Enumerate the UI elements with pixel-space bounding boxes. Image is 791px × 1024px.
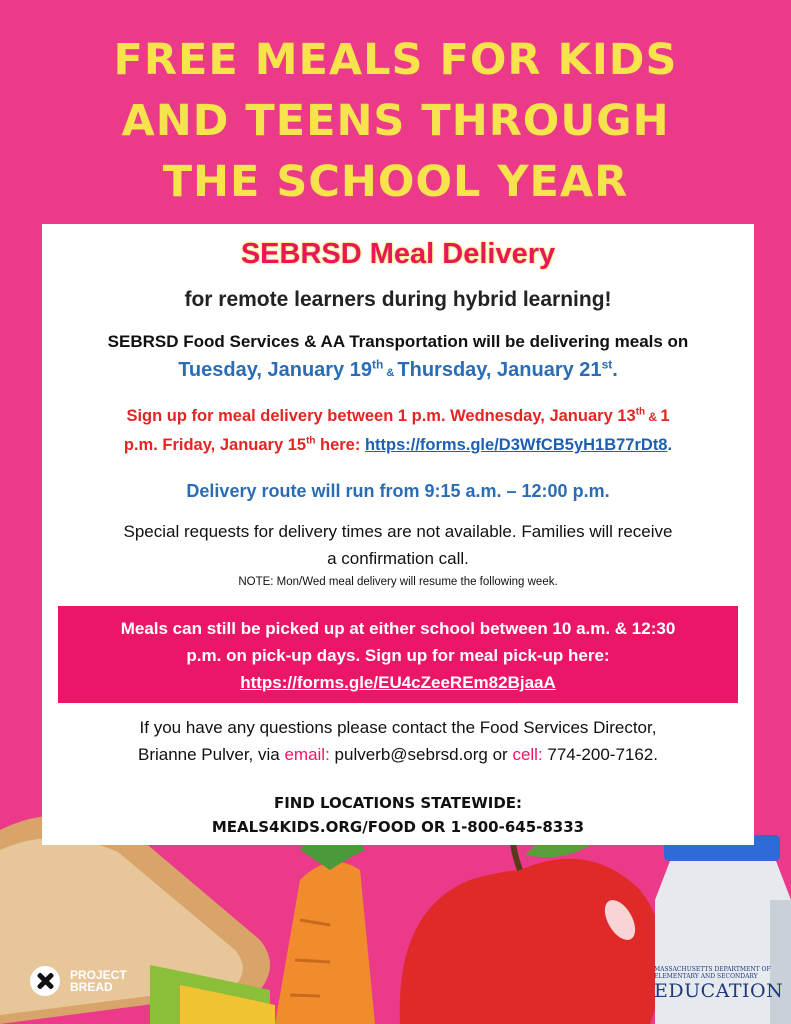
dese-line-2: ELEMENTARY AND SECONDARY <box>654 973 758 980</box>
cell-label: cell: <box>512 745 543 764</box>
contact-line-2 <box>42 741 754 768</box>
contact-email: pulverb@sebrsd.org or <box>329 745 513 764</box>
contact-name: Brianne Pulver, via <box>137 745 285 764</box>
special-requests <box>42 518 754 572</box>
pickup-line-2: p.m. on pick-up days. Sign up for meal pick-up here: <box>186 646 610 665</box>
delivery-dates <box>42 356 754 387</box>
signup-line-1 <box>42 402 754 431</box>
headline <box>0 30 791 213</box>
signup-line-1-end: 1 <box>660 407 670 425</box>
signup-line-1-suffix: th <box>635 406 646 418</box>
date-1-suffix: th <box>372 357 384 372</box>
card-title: SEBRSD Meal Delivery <box>240 238 556 270</box>
signup-ampersand: & <box>645 410 661 424</box>
project-bread-logo <box>30 966 127 996</box>
headline-line-2: AND TEENS THROUGH <box>121 96 670 146</box>
signup-line-2 <box>42 431 754 459</box>
find-line-2: MEALS4KIDS.ORG/FOOD OR 1-800-645-8333 <box>211 818 585 836</box>
signup-line-2-text: p.m. Friday, January 15 <box>123 436 307 454</box>
delivery-route: Delivery route will run from 9:15 a.m. – 12:00 p.m. <box>186 481 610 501</box>
pickup-line-1: Meals can still be picked up at either school between 10 a.m. & 12:30 <box>120 619 676 638</box>
signup-line-1-text: Sign up for meal delivery between 1 p.m. Wednesday, January 13 <box>126 407 636 425</box>
delivery-signup-link[interactable]: https://forms.gle/D3WfCB5yH1B77rDt8 <box>364 436 668 454</box>
project-bread-mark-icon <box>30 966 60 996</box>
info-card <box>42 224 754 845</box>
contact-line-1: If you have any questions please contact the Food Services Director, <box>139 718 657 737</box>
signup-here: here: <box>315 436 365 454</box>
pickup-banner <box>58 606 738 703</box>
card-subtitle: for remote learners during hybrid learning! <box>184 288 612 311</box>
dates-end: . <box>612 359 618 381</box>
signup-line-2-suffix: th <box>306 435 316 447</box>
headline-line-1: FREE MEALS FOR KIDS <box>113 35 678 85</box>
dates-ampersand: & <box>383 367 398 379</box>
note-text: NOTE: Mon/Wed meal delivery will resume the following week. <box>238 576 558 588</box>
signup-text <box>42 402 754 459</box>
project-bread-line-1: PROJECT <box>70 968 127 982</box>
delivery-intro: SEBRSD Food Services & AA Transportation will be delivering meals on <box>107 332 689 351</box>
project-bread-line-2: BREAD <box>70 980 113 994</box>
delivery-date-1: Tuesday, January 19 <box>178 359 372 381</box>
email-label: email: <box>284 745 330 764</box>
date-2-suffix: st <box>601 357 613 372</box>
special-line-2: a confirmation call. <box>327 549 469 568</box>
delivery-date-2: Thursday, January 21 <box>397 359 602 381</box>
carrot-icon <box>275 834 375 1024</box>
special-line-1: Special requests for delivery times are not available. Families will receive <box>123 522 673 541</box>
dese-logo <box>652 966 782 1002</box>
contact-cell: 774-200-7162. <box>542 745 658 764</box>
dese-line-1: MASSACHUSETTS DEPARTMENT OF <box>654 966 771 973</box>
dese-education: EDUCATION <box>654 980 784 1002</box>
pickup-signup-link[interactable]: https://forms.gle/EU4cZeeREm82BjaaA <box>240 673 556 692</box>
contact-info <box>42 714 754 768</box>
signup-end: . <box>667 436 673 454</box>
find-line-1: FIND LOCATIONS STATEWIDE: <box>273 794 523 812</box>
find-locations <box>42 791 754 839</box>
headline-line-3: THE SCHOOL YEAR <box>162 157 629 207</box>
